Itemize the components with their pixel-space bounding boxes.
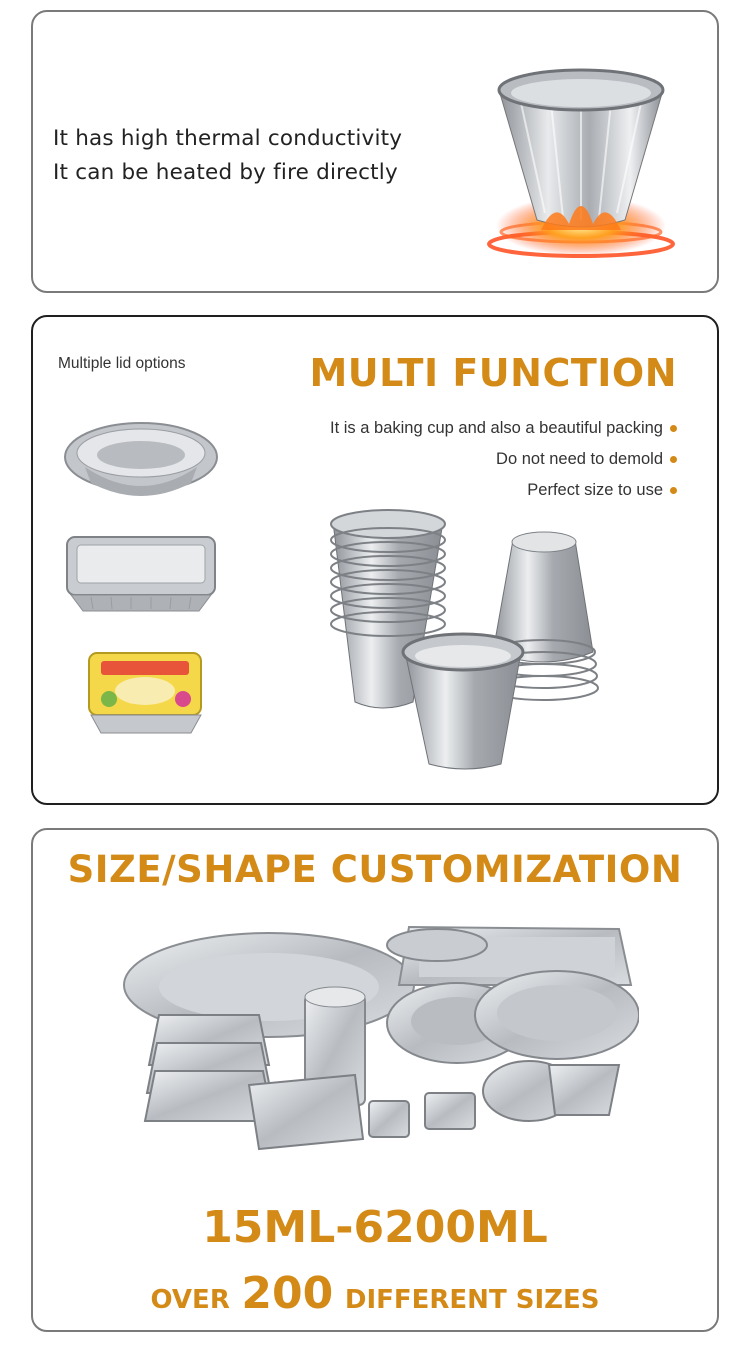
feature-item — [496, 450, 677, 469]
customization-panel — [31, 828, 719, 1332]
thermal-description — [53, 122, 402, 190]
bullet-icon — [670, 456, 677, 463]
multi-function-title: MULTI FUNCTION — [309, 351, 677, 395]
customization-title: SIZE/SHAPE CUSTOMIZATION — [67, 848, 683, 891]
feature-item — [527, 481, 677, 500]
thermal-line-1: It has high thermal conductivity — [53, 126, 403, 151]
sizes-suffix: DIFFERENT SIZES — [344, 1285, 600, 1315]
feature-text: Do not need to demold — [496, 450, 663, 468]
heated-foil-cup-image — [481, 48, 681, 278]
rectangular-foil-container-image — [61, 529, 221, 617]
printed-lid-container-image — [61, 647, 221, 742]
bullet-icon — [670, 487, 677, 494]
sizes-prefix: OVER — [150, 1285, 230, 1315]
feature-text: It is a baking cup and also a beautiful packing — [330, 419, 663, 437]
sizes-count-line — [33, 1268, 717, 1319]
feature-text: Perfect size to use — [527, 481, 663, 499]
bullet-icon — [670, 425, 677, 432]
capacity-range: 15ML-6200ML — [202, 1202, 548, 1253]
thermal-panel — [31, 10, 719, 293]
foil-containers-collection-image — [119, 915, 639, 1165]
sizes-number: 200 — [241, 1268, 334, 1319]
thermal-line-2: It can be heated by fire directly — [53, 160, 398, 185]
feature-item — [330, 419, 677, 438]
multi-function-panel — [31, 315, 719, 805]
round-foil-container-image — [61, 405, 221, 505]
stacked-baking-cups-image — [325, 502, 610, 777]
lid-options-label: Multiple lid options — [58, 355, 186, 372]
